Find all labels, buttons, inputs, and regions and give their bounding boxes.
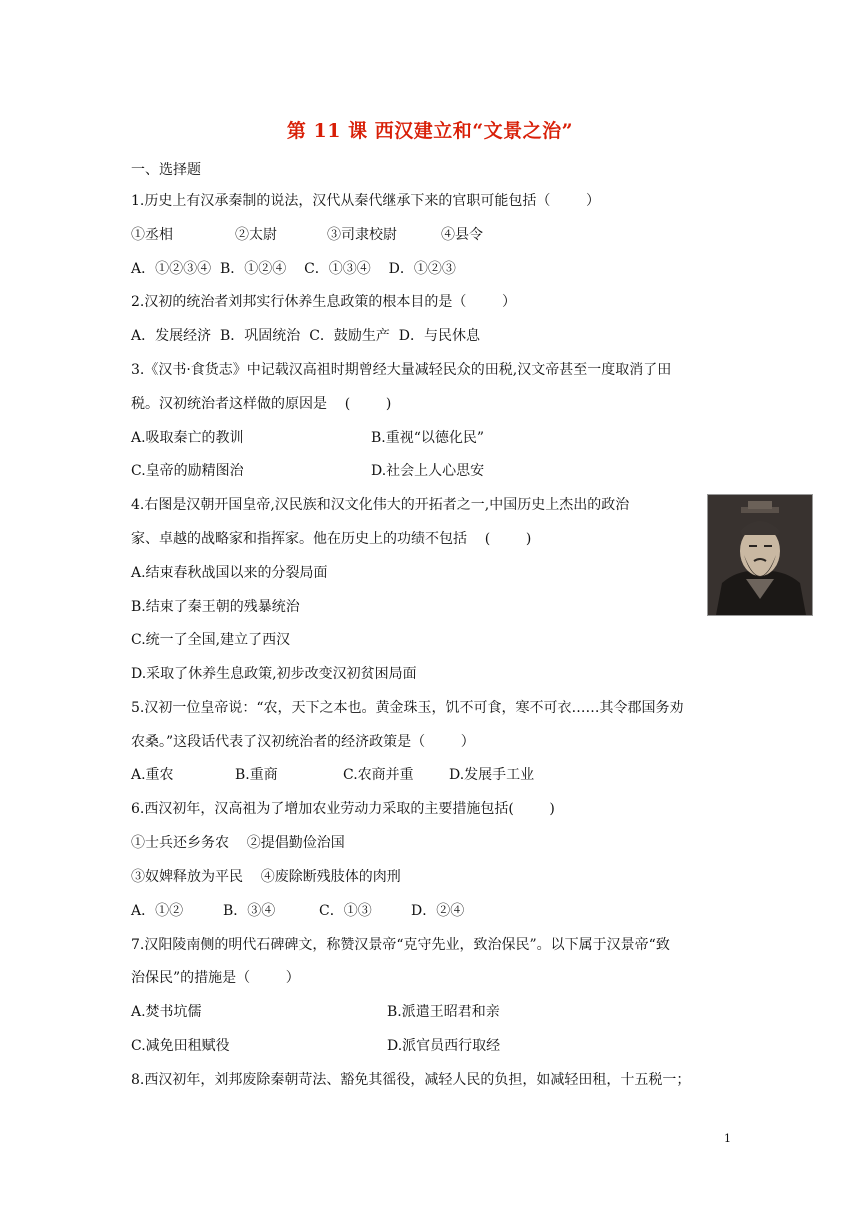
question-4-option-a: A.结束春秋战国以来的分裂局面 bbox=[131, 565, 328, 581]
option-c: C.减免田租赋役 bbox=[131, 1038, 230, 1054]
question-7: 7.汉阳陵南侧的明代石碑碑文，称赞汉景帝“克守先业，致治保民”。以下属于汉景帝“致 bbox=[131, 937, 670, 953]
question-4-option-d: D.采取了休养生息政策,初步改变汉初贫困局面 bbox=[131, 666, 417, 682]
option-d: D.社会上人心思安 bbox=[371, 463, 485, 479]
option-d: D.发展手工业 bbox=[449, 767, 535, 783]
question-4-option-c: C.统一了全国,建立了西汉 bbox=[131, 632, 291, 648]
option-b: B.派遣王昭君和亲 bbox=[387, 1004, 500, 1020]
option-b: B．③④ bbox=[223, 903, 276, 919]
emperor-portrait-icon bbox=[707, 494, 813, 616]
question-5: 5.汉初一位皇帝说：“农，天下之本也。黄金珠玉，饥不可食，寒不可衣……其令郡国务劝 bbox=[131, 700, 684, 716]
option-c: C．①③ bbox=[319, 903, 372, 919]
question-2-options: A．发展经济 B．巩固统治 C．鼓励生产 D．与民休息 bbox=[131, 328, 481, 344]
question-6: 6.西汉初年，汉高祖为了增加农业劳动力采取的主要措施包括( ) bbox=[131, 801, 555, 817]
question-1: 1.历史上有汉承秦制的说法，汉代从秦代继承下来的官职可能包括（ ） bbox=[131, 193, 600, 209]
option-d: D.派官员西行取经 bbox=[387, 1038, 501, 1054]
option-a: A.重农 bbox=[131, 767, 174, 783]
lesson-title: 第 11 课 西汉建立和“文景之治” bbox=[286, 120, 574, 142]
section-heading: 一、选择题 bbox=[131, 162, 201, 178]
question-6-items-2: ③奴婢释放为平民 ④废除断残肢体的肉刑 bbox=[131, 869, 401, 885]
list-item: ②太尉 bbox=[235, 227, 277, 243]
question-3: 3.《汉书·食货志》中记载汉高祖时期曾经大量减轻民众的田税,汉文帝甚至一度取消了田 bbox=[131, 362, 672, 378]
page-number: 1 bbox=[724, 1132, 731, 1145]
list-item: ③司隶校尉 bbox=[327, 227, 397, 243]
list-item: ①丞相 bbox=[131, 227, 173, 243]
option-d: D．②④ bbox=[411, 903, 465, 919]
option-b: B.重商 bbox=[235, 767, 278, 783]
question-8: 8.西汉初年，刘邦废除秦朝苛法、豁免其徭役，减轻人民的负担，如减轻田租，十五税一； bbox=[131, 1072, 691, 1088]
question-4-cont: 家、卓越的战略家和指挥家。他在历史上的功绩不包括 ( ) bbox=[131, 531, 532, 547]
question-2: 2.汉初的统治者刘邦实行休养生息政策的根本目的是（ ） bbox=[131, 294, 516, 310]
option-a: A.吸取秦亡的教训 bbox=[131, 430, 244, 446]
option-a: A.焚书坑儒 bbox=[131, 1004, 202, 1020]
list-item: ④县令 bbox=[441, 227, 483, 243]
question-4-option-b: B.结束了秦王朝的残暴统治 bbox=[131, 599, 300, 615]
option-c: C.皇帝的励精图治 bbox=[131, 463, 244, 479]
question-3-cont: 税。汉初统治者这样做的原因是 ( ) bbox=[131, 396, 392, 412]
question-7-cont: 治保民”的措施是（ ） bbox=[131, 970, 300, 986]
option-c: C.农商并重 bbox=[343, 767, 414, 783]
question-6-items-1: ①士兵还乡务农 ②提倡勤俭治国 bbox=[131, 835, 345, 851]
question-5-cont: 农桑。”这段话代表了汉初统治者的经济政策是（ ） bbox=[131, 734, 475, 750]
option-b: B.重视“以德化民” bbox=[371, 430, 485, 446]
question-1-options: A．①②③④ B．①②④ C．①③④ D．①②③ bbox=[131, 261, 456, 277]
option-a: A．①② bbox=[131, 903, 184, 919]
question-4: 4.右图是汉朝开国皇帝,汉民族和汉文化伟大的开拓者之一,中国历史上杰出的政治 bbox=[131, 497, 630, 513]
